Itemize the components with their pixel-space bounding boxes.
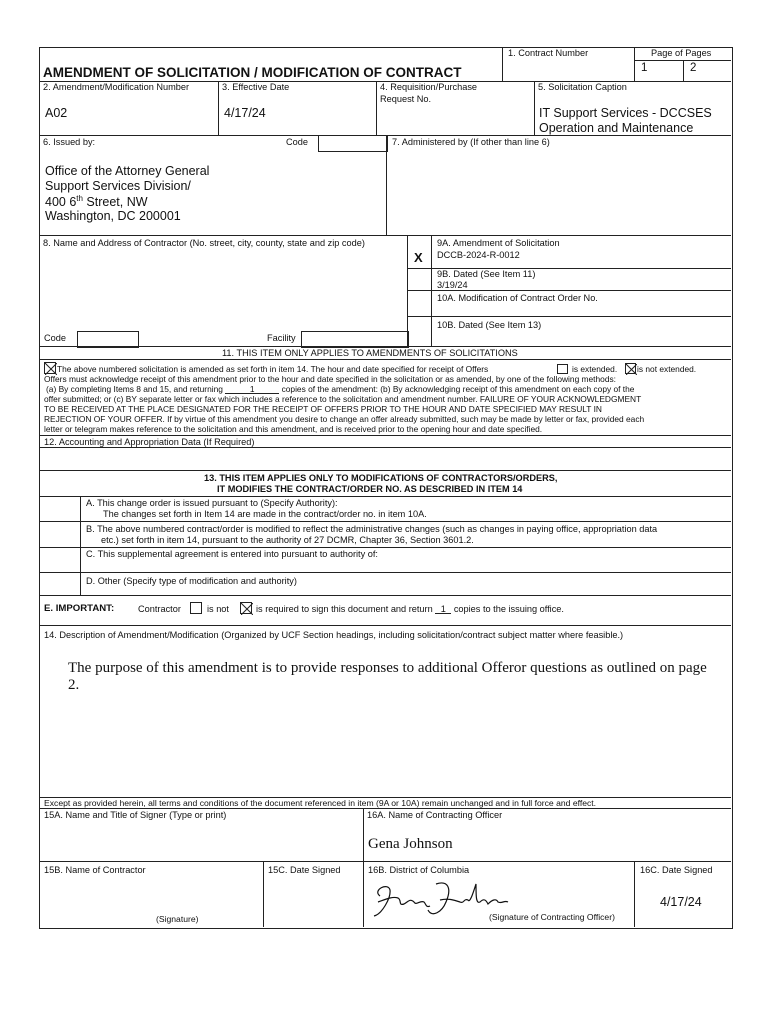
divider [39,595,731,596]
item-15c-label: 15C. Date Signed [268,865,341,875]
item-13c-text: C. This supplemental agreement is entered into pursuant to authority of: [86,549,378,559]
divider [39,346,731,347]
requisition-label-2: Request No. [380,94,432,104]
item-13b-text-2: etc.) set forth in item 14, pursuant to the authority of 27 DCMR, Chapter 36, Section 3601.2. [101,535,474,545]
divider [263,861,264,927]
amendment-number: A02 [45,106,68,120]
item-9b-value: 3/19/24 [437,280,468,290]
item-12-label: 12. Accounting and Appropriation Data (If Required) [44,437,255,447]
item-11-line-6: REJECTION OF YOUR OFFER. If by virtue of this amendment you desire to change an offer already submitted, such may be made by letter or fax, provided each [44,414,645,424]
issuer-line-3: 400 6th Street, NW [45,194,148,210]
divider [363,808,364,927]
divider [80,496,81,595]
divider [502,47,503,81]
divider [39,625,731,626]
item-10b-label: 10B. Dated (See Item 13) [437,320,542,330]
divider [39,435,731,436]
divider [39,235,731,236]
divider [376,81,377,135]
divider [407,316,731,317]
divider [39,808,731,809]
item-11-line-5: TO BE RECEIVED AT THE PLACE DESIGNATED FOR THE RECEIPT OF OFFERS PRIOR TO THE HOUR AND DATE SPECIFIED MAY RESULT IN [44,404,602,414]
extended-checkbox[interactable] [557,364,568,374]
divider [39,547,731,548]
except-text: Except as provided herein, all terms and conditions of the document referenced in item (9A or 10A) remain unchanged and in full force and effect. [44,798,597,808]
issuer-code-label: Code [286,137,308,147]
divider [39,447,731,448]
is-not-checkbox[interactable] [190,602,202,614]
item-16a-label: 16A. Name of Contracting Officer [367,810,503,820]
divider [39,521,731,522]
amendment-x-mark: X [414,250,423,265]
is-required-text: is required to sign this document and return 1 copies to the issuing office. [256,604,564,614]
solicitation-caption-label: 5. Solicitation Caption [538,82,627,92]
date-signed-16c: 4/17/24 [660,895,702,909]
divider [534,81,535,135]
issuer-code-field[interactable] [318,135,388,152]
issuer-line-4: Washington, DC 200001 [45,209,181,223]
divider [218,81,219,135]
item-13b-text: B. The above numbered contract/order is modified to reflect the administrative changes (such as changes in paying office, appropriation data [86,524,658,534]
important-label: E. IMPORTANT: [44,603,115,614]
item-15a-label: 15A. Name and Title of Signer (Type or print) [44,810,227,820]
divider [683,60,684,81]
item-11-line-2: Offers must acknowledge receipt of this amendment prior to the hour and date specified in the solicitation or as amended, by one of the following methods: [44,374,616,384]
contract-number-label: 1. Contract Number [508,48,589,58]
item-9b-label: 9B. Dated (See Item 11) [437,269,536,279]
important-contractor: Contractor [138,604,181,614]
amended-checkbox[interactable] [44,362,56,374]
return-copies: 1 [435,605,451,614]
item-13a-text-2: The changes set forth in Item 14 are made in the contract/order no. in item 10A. [103,509,427,519]
issuer-line-1: Office of the Attorney General [45,164,210,178]
item-13d-text: D. Other (Specify type of modification and authority) [86,576,297,586]
item-16c-label: 16C. Date Signed [640,865,713,875]
administered-by-label: 7. Administered by (If other than line 6) [392,137,550,147]
divider [39,861,731,862]
contracting-officer-name: Gena Johnson [368,836,453,852]
item-9a-value: DCCB-2024-R-0012 [437,250,520,260]
item-13a-text: A. This change order is issued pursuant to (Specify Authority): [86,498,338,508]
divider [634,861,635,927]
item-11-line-7: letter or telegram makes reference to the solicitation and this amendment, and is received prior to the opening hour and date specified. [44,424,543,434]
divider [39,470,731,471]
item-11-header: 11. THIS ITEM ONLY APPLIES TO AMENDMENTS OF SOLICITATIONS [222,348,518,358]
divider [634,47,635,81]
item-16b-label: 16B. District of Columbia [368,865,470,875]
extended-label: is extended. [572,364,618,374]
item-9a-label: 9A. Amendment of Solicitation [437,238,560,248]
checkbox-x-icon [626,364,637,375]
requisition-label: 4. Requisition/Purchase [380,82,478,92]
facility-label: Facility [267,333,296,343]
item-14-description-2: 2. [68,677,80,693]
effective-date: 4/17/24 [224,106,266,120]
item-14-description: The purpose of this amendment is to provide responses to additional Offeror questions as outlined on page [68,660,707,676]
divider [407,290,731,291]
effective-date-label: 3. Effective Date [222,82,290,92]
page-of-pages-label: Page of Pages [651,48,712,58]
is-required-checkbox[interactable] [240,602,252,614]
officer-signature-label: (Signature of Contracting Officer) [489,912,615,922]
issuer-line-2: Support Services Division/ [45,179,191,193]
amendment-number-label: 2. Amendment/Modification Number [43,82,190,92]
item-11-line-4: offer submitted; or (c) BY separate letter or fax which includes a reference to the solicitation and amendment number. FAILURE OF YOUR ACKNOWLEDGMENT [44,394,642,404]
divider [39,572,731,573]
item-11-line-3: (a) By completing Items 8 and 15, and returning 1 copies of the amendment: (b) By acknowledging receipt of this amendment on each copy of the [46,384,635,394]
divider [39,496,731,497]
item-14-label: 14. Description of Amendment/Modification (Organized by UCF Section headings, including solicitation/contract subject matter where feasible.) [44,630,624,640]
not-extended-label: is not extended. [637,364,697,374]
form-title: AMENDMENT OF SOLICITATION / MODIFICATION OF CONTRACT [43,65,462,80]
is-not-label: is not [207,604,229,614]
not-extended-checkbox[interactable] [625,363,636,374]
item-15b-label: 15B. Name of Contractor [44,865,146,875]
signature-label: (Signature) [156,914,199,924]
divider [39,359,731,360]
checkbox-x-icon [241,603,253,615]
divider [634,60,731,61]
page-number: 1 [641,62,648,74]
item-13-header: 13. THIS ITEM APPLIES ONLY TO MODIFICATIONS OF CONTRACTORS/ORDERS, [204,473,558,483]
contractor-label: 8. Name and Address of Contractor (No. street, city, county, state and zip code) [43,238,365,248]
item-10a-label: 10A. Modification of Contract Order No. [437,293,598,303]
item-13-header-2: IT MODIFIES THE CONTRACT/ORDER NO. AS DESCRIBED IN ITEM 14 [217,484,523,494]
solicitation-caption-2: Operation and Maintenance [539,121,694,135]
solicitation-caption: IT Support Services - DCCSES [539,106,712,120]
issued-by-label: 6. Issued by: [43,137,96,147]
total-pages: 2 [690,62,697,74]
contractor-code-label: Code [44,333,66,343]
copies-count: 1 [225,385,279,394]
item-11-text: The above numbered solicitation is amended as set forth in item 14. The hour and date specified for receipt of Offers [57,364,489,374]
